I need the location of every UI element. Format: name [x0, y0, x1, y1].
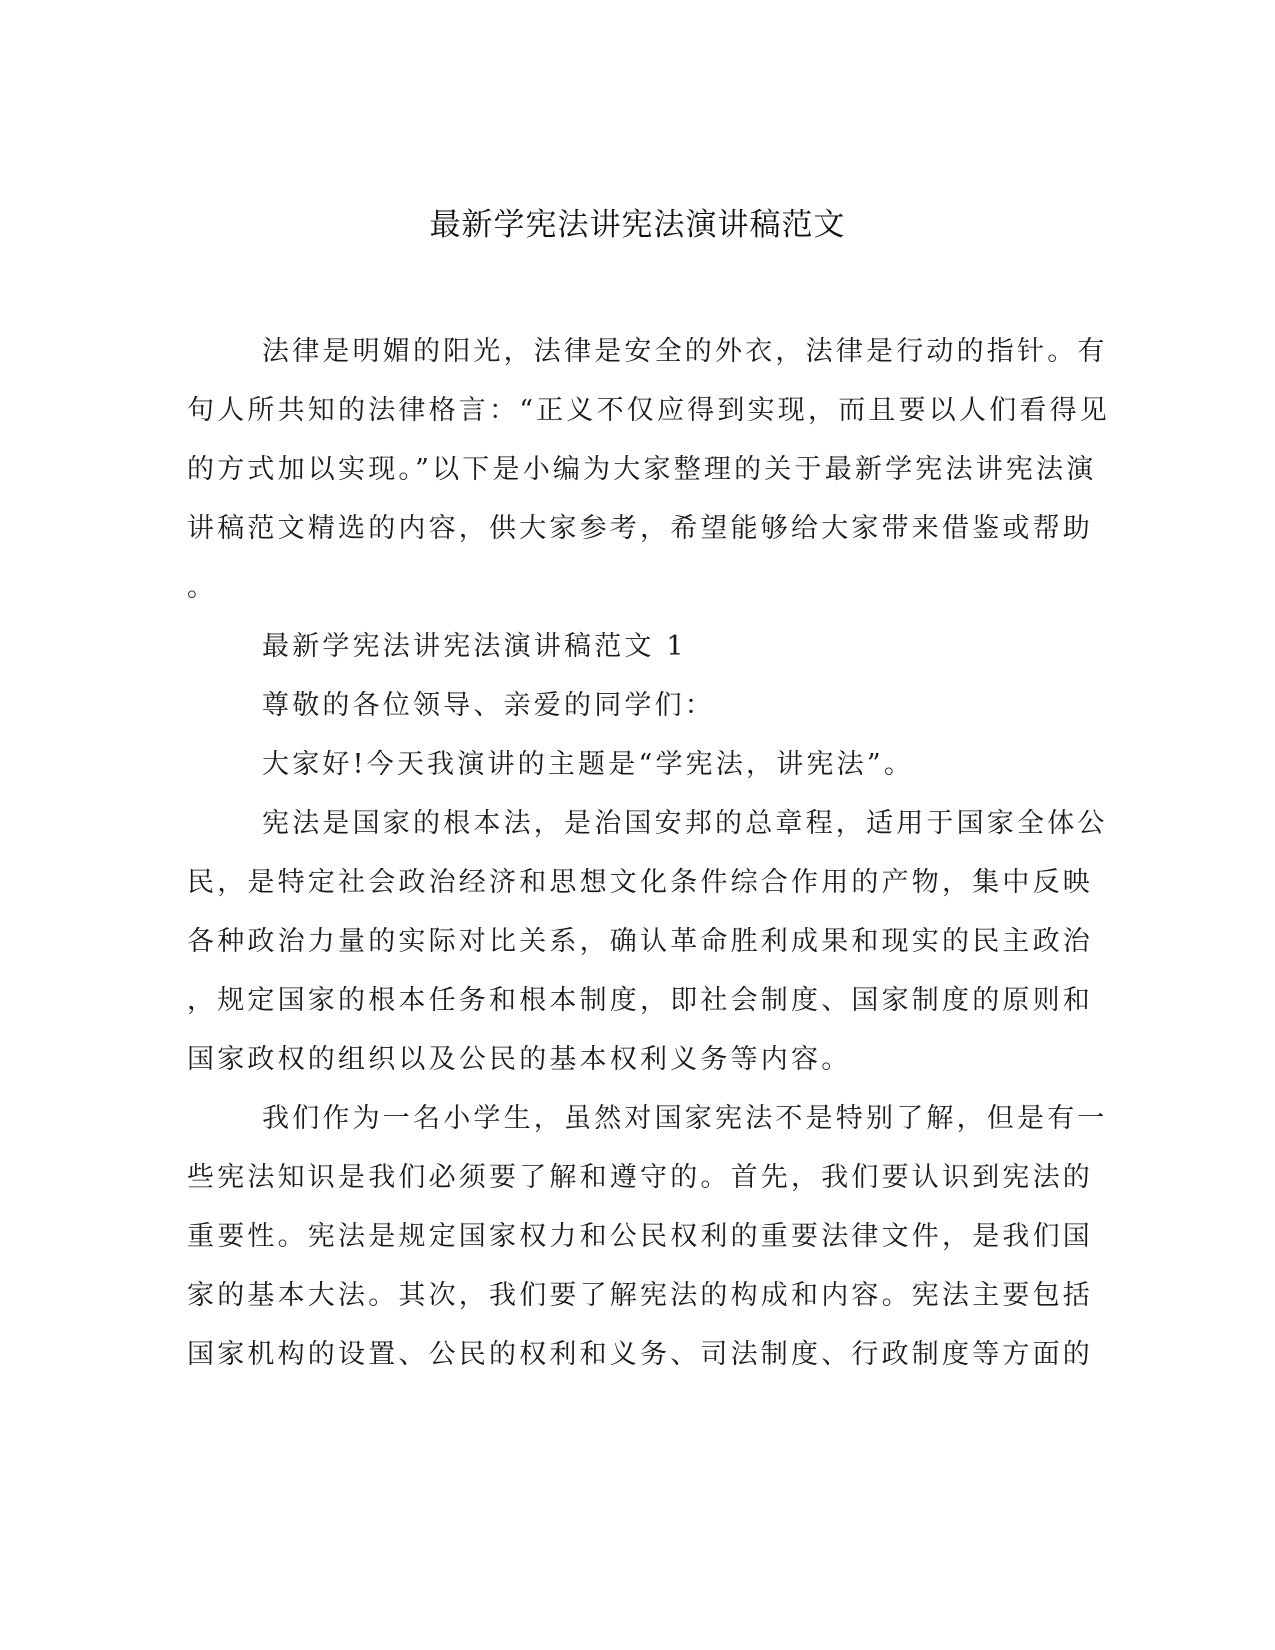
- text-line: 各种政治力量的实际对比关系，确认革命胜利成果和现实的民主政治: [187, 926, 1093, 957]
- text-line: 讲稿范文精选的内容，供大家参考，希望能够给大家带来借鉴或帮助: [187, 513, 1093, 544]
- text-line: 句人所共知的法律格言：“正义不仅应得到实现，而且要以人们看得见: [187, 395, 1111, 426]
- greeting: 大家好!今天我演讲的主题是“学宪法，讲宪法”。: [262, 749, 915, 780]
- text-line: 国家政权的组织以及公民的基本权利义务等内容。: [187, 1044, 852, 1075]
- text-line: 宪法是国家的根本法，是治国安邦的总章程，适用于国家全体公: [262, 808, 1108, 839]
- text-line: 的方式加以实现。”以下是小编为大家整理的关于最新学宪法讲宪法演: [187, 454, 1097, 485]
- salutation: 尊敬的各位领导、亲爱的同学们：: [262, 690, 715, 721]
- text-line: 。: [187, 572, 218, 603]
- text-line: 重要性。宪法是规定国家权力和公民权利的重要法律文件，是我们国: [187, 1221, 1093, 1252]
- text-line: ，规定国家的根本任务和根本制度，即社会制度、国家制度的原则和: [187, 985, 1093, 1016]
- section-heading: 最新学宪法讲宪法演讲稿范文 1: [262, 631, 687, 662]
- text-line: 家的基本大法。其次，我们要了解宪法的构成和内容。宪法主要包括: [187, 1280, 1093, 1311]
- text-line: 民，是特定社会政治经济和思想文化条件综合作用的产物，集中反映: [187, 867, 1093, 898]
- document-title: 最新学宪法讲宪法演讲稿范文: [429, 207, 846, 243]
- text-line: 些宪法知识是我们必须要了解和遵守的。首先，我们要认识到宪法的: [187, 1162, 1093, 1193]
- text-line: 国家机构的设置、公民的权利和义务、司法制度、行政制度等方面的: [187, 1339, 1093, 1370]
- text-line: 我们作为一名小学生，虽然对国家宪法不是特别了解，但是有一: [262, 1103, 1108, 1134]
- text-line: 法律是明媚的阳光，法律是安全的外衣，法律是行动的指针。有: [262, 336, 1108, 367]
- document-body: [187, 322, 1111, 1384]
